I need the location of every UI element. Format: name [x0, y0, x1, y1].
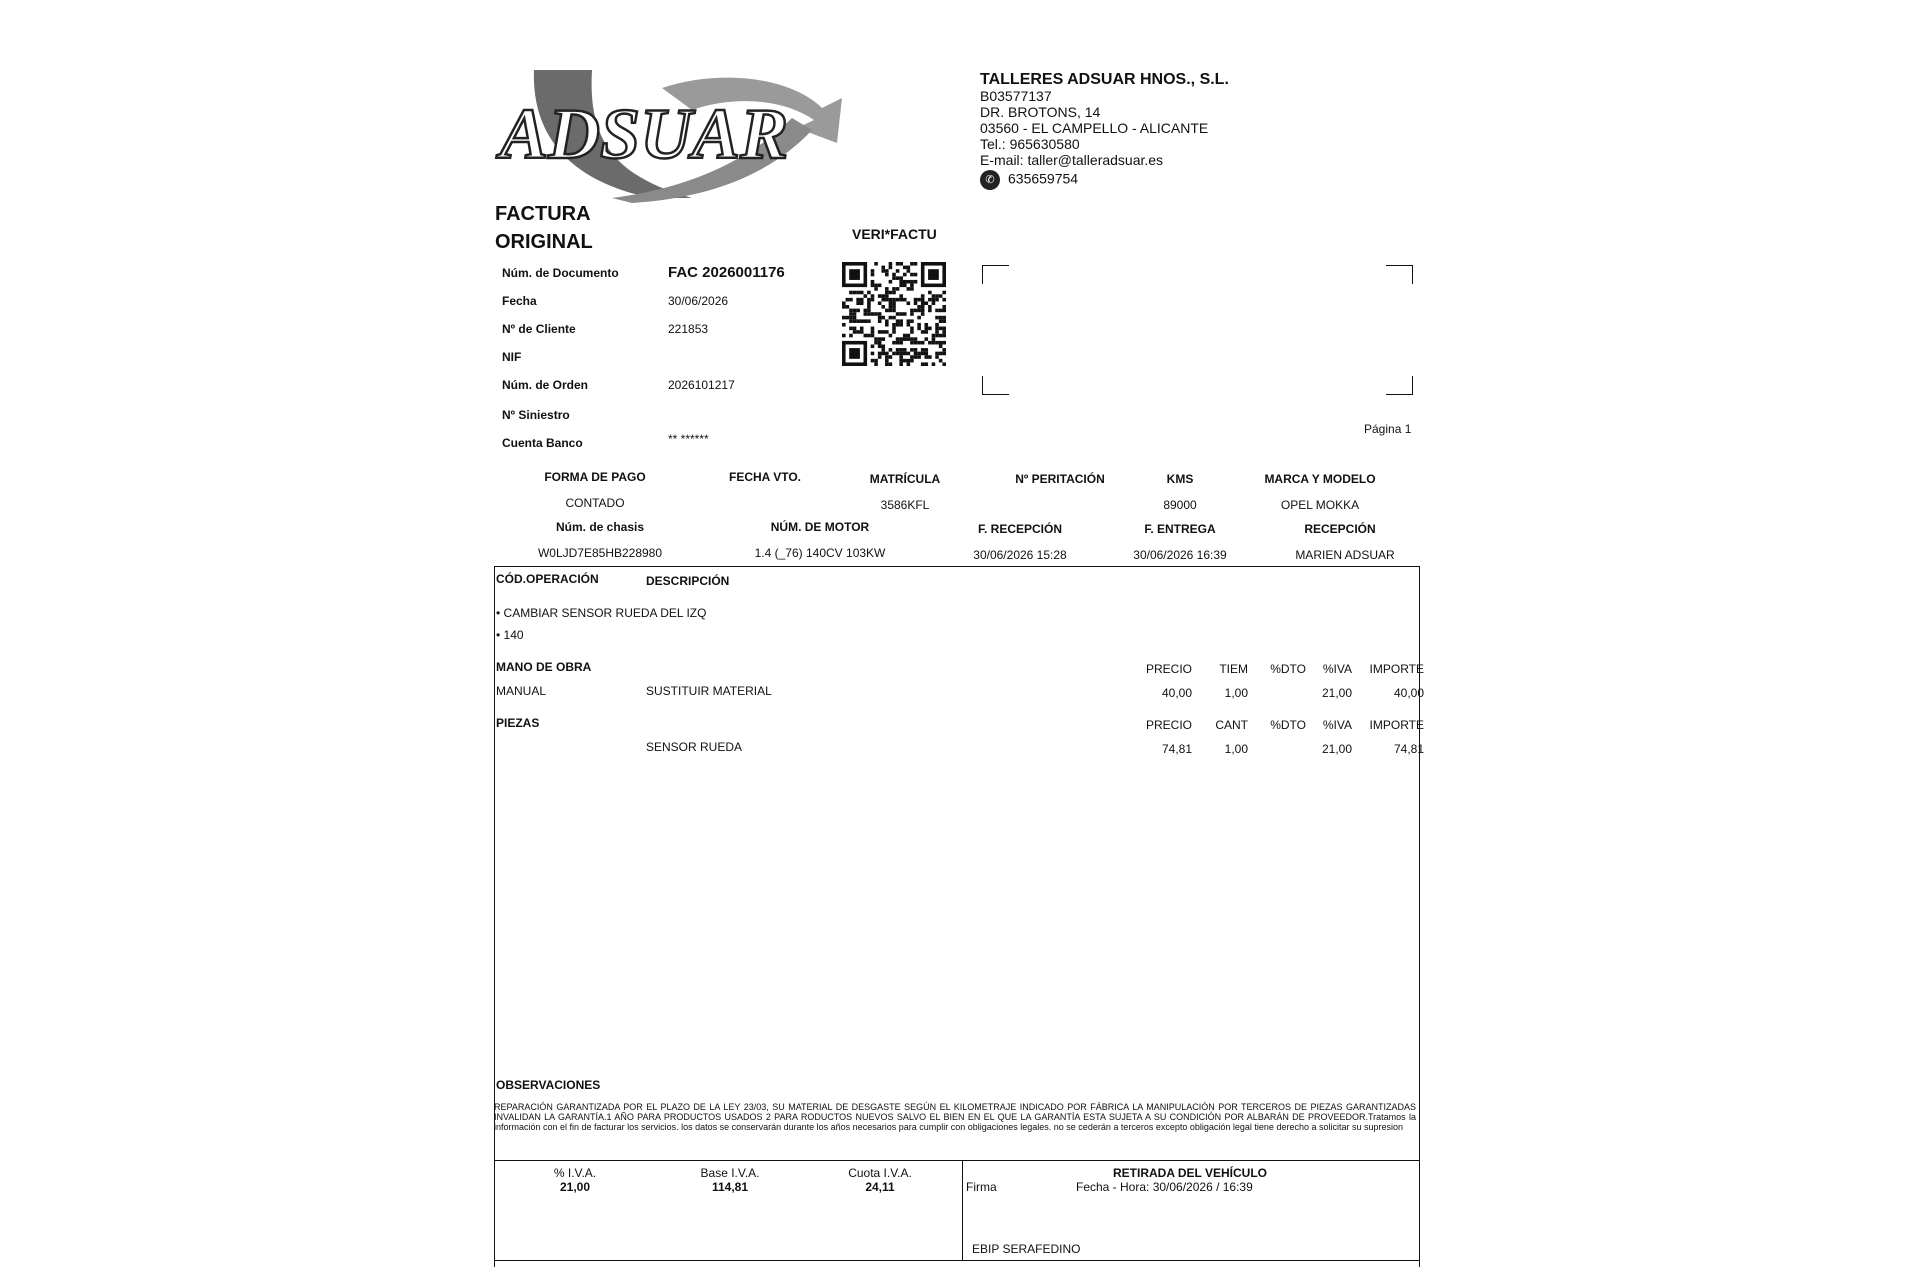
- bullet-item: • CAMBIAR SENSOR RUEDA DEL IZQ: [496, 606, 707, 620]
- parts-row-desc: SENSOR RUEDA: [646, 740, 743, 754]
- info-label-nif: NIF: [502, 350, 522, 364]
- company-info: [980, 72, 1229, 190]
- parts-hdr-cant: CANT: [1215, 718, 1248, 732]
- hdr-fecha-vto: FECHA VTO.: [728, 470, 801, 484]
- info-label-orden: Núm. de Orden: [502, 378, 589, 392]
- hdr-kms: KMS: [1166, 472, 1194, 486]
- parts-hdr-precio: PRECIO: [1145, 718, 1192, 732]
- labor-row-tiem: 1,00: [1224, 686, 1248, 700]
- whatsapp-icon: ✆: [980, 170, 1000, 190]
- company-name: TALLERES ADSUAR HNOS., S.L.: [980, 71, 1229, 88]
- labor-row-desc: SUSTITUIR MATERIAL: [646, 684, 772, 698]
- val-matricula: 3586KFL: [880, 498, 930, 512]
- info-value-cuenta: ** ******: [668, 432, 709, 446]
- info-value-cliente: 221853: [668, 322, 709, 336]
- tax-label-base: Base I.V.A.: [700, 1166, 760, 1180]
- hdr-matricula: MATRÍCULA: [869, 472, 941, 486]
- hdr-chasis: Núm. de chasis: [555, 520, 645, 534]
- divider: [962, 1160, 963, 1260]
- divider: [494, 1260, 1419, 1261]
- parts-hdr-dto: %DTO: [1270, 718, 1306, 732]
- verifactu-label: VERI*FACTU: [852, 226, 937, 242]
- labor-hdr-precio: PRECIO: [1145, 662, 1192, 676]
- hdr-f-entrega: F. ENTREGA: [1144, 522, 1216, 536]
- document-title: [495, 200, 593, 256]
- section-piezas: PIEZAS: [496, 716, 540, 730]
- labor-row-precio: 40,00: [1161, 686, 1192, 700]
- hdr-f-recepcion: F. RECEPCIÓN: [977, 522, 1062, 536]
- labor-row-code: MANUAL: [496, 684, 547, 698]
- company-cif: B03577137: [980, 88, 1052, 104]
- labor-row-iva: 21,00: [1321, 686, 1352, 700]
- info-value-orden: 2026101217: [668, 378, 735, 392]
- labor-hdr-dto: %DTO: [1270, 662, 1306, 676]
- pickup-firma: Firma: [966, 1180, 997, 1194]
- address-corner-bl: [982, 376, 1009, 395]
- observaciones-title: OBSERVACIONES: [496, 1078, 601, 1092]
- observaciones-text: REPARACIÓN GARANTIZADA POR EL PLAZO DE LA LEY 23/03, SU MATERIAL DE DESGASTE SEGÚN EL KILOMETRAJE INDICADO POR FÁBRICA LA MANIPULACIÓN POR TERCEROS DE PIEZAS GARANTIZADAS INVALIDAN LA GARANTÍA.1 AÑO PARA PRODUCTOS USADOS 2 PARA RODUCTOS NUEVOS SALVO EL BIEN EN EL QUE LA GARANTÍA ESTA SUJETA A SU CONDICIÓN POR ALBARÁN DE PROVEEDOR.Tratamos la información con el fin de facturar los servicios. los datos se conservarán durante los años necesarios para cumplir con obligaciones legales. no se cederán a terceros excepto obligación legal tiene derecho a solicitar su supresion: [494, 1102, 1416, 1132]
- page-number: Página 1: [1364, 422, 1412, 436]
- hdr-motor: NÚM. DE MOTOR: [770, 520, 870, 534]
- val-kms: 89000: [1163, 498, 1197, 512]
- parts-row-precio: 74,81: [1161, 742, 1192, 756]
- val-forma-pago: CONTADO: [565, 496, 625, 510]
- whatsapp-number: 635659754: [1008, 170, 1079, 187]
- tax-value-iva: 21,00: [559, 1180, 591, 1194]
- labor-hdr-iva: %IVA: [1322, 662, 1352, 676]
- info-label-siniestro: Nº Siniestro: [502, 408, 570, 422]
- address-corner-tl: [982, 265, 1009, 284]
- parts-row-importe: 74,81: [1393, 742, 1424, 756]
- info-label-cuenta: Cuenta Banco: [502, 436, 583, 450]
- labor-row-importe: 40,00: [1393, 686, 1424, 700]
- company-city: 03560 - EL CAMPELLO - ALICANTE: [980, 120, 1209, 136]
- val-f-recepcion: 30/06/2026 15:28: [973, 548, 1067, 562]
- logo-text: ADSUAR: [500, 94, 789, 174]
- parts-hdr-iva: %IVA: [1322, 718, 1352, 732]
- info-value-documento: FAC 2026001176: [668, 264, 785, 281]
- company-whatsapp: [980, 170, 1229, 190]
- tax-value-base: 114,81: [711, 1180, 749, 1194]
- col-cod-operacion: CÓD.OPERACIÓN: [496, 572, 599, 586]
- labor-hdr-importe: IMPORTE: [1369, 662, 1424, 676]
- section-mano-obra: MANO DE OBRA: [496, 660, 592, 674]
- val-motor: 1.4 (_76) 140CV 103KW: [754, 546, 886, 560]
- tax-value-cuota: 24,11: [865, 1180, 895, 1194]
- parts-row-iva: 21,00: [1321, 742, 1352, 756]
- parts-row-cant: 1,00: [1224, 742, 1248, 756]
- val-chasis: W0LJD7E85HB228980: [537, 546, 663, 560]
- company-tel: Tel.: 965630580: [980, 136, 1080, 152]
- tax-label-cuota: Cuota I.V.A.: [848, 1166, 912, 1180]
- title-original: ORIGINAL: [495, 231, 593, 253]
- company-email: E-mail: taller@talleradsuar.es: [980, 152, 1164, 168]
- bullet-item: • 140: [496, 628, 524, 642]
- hdr-forma-pago: FORMA DE PAGO: [544, 470, 646, 484]
- info-label-cliente: Nº de Cliente: [502, 322, 576, 336]
- hdr-peritacion: Nº PERITACIÓN: [1015, 472, 1105, 486]
- title-factura: FACTURA: [495, 203, 591, 225]
- col-descripcion: DESCRIPCIÓN: [646, 574, 730, 588]
- address-corner-tr: [1386, 265, 1413, 284]
- hdr-marca-modelo: MARCA Y MODELO: [1264, 472, 1376, 486]
- company-logo: [492, 58, 862, 203]
- company-address: DR. BROTONS, 14: [980, 104, 1101, 120]
- parts-hdr-importe: IMPORTE: [1369, 718, 1424, 732]
- tax-label-iva: % I.V.A.: [553, 1166, 597, 1180]
- val-recepcion: MARIEN ADSUAR: [1295, 548, 1395, 562]
- pickup-title: RETIRADA DEL VEHÍCULO: [1112, 1166, 1267, 1180]
- val-f-entrega: 30/06/2026 16:39: [1133, 548, 1227, 562]
- address-corner-br: [1386, 376, 1413, 395]
- pickup-fecha-hora: Fecha - Hora: 30/06/2026 / 16:39: [1076, 1180, 1253, 1194]
- pickup-person: EBIP SERAFEDINO: [972, 1242, 1081, 1256]
- hdr-recepcion: RECEPCIÓN: [1304, 522, 1376, 536]
- qr-code: [842, 262, 946, 366]
- info-label-fecha: Fecha: [502, 294, 537, 308]
- labor-hdr-tiem: TIEM: [1219, 662, 1248, 676]
- info-value-fecha: 30/06/2026: [668, 294, 729, 308]
- divider: [494, 1160, 1419, 1161]
- val-marca-modelo: OPEL MOKKA: [1280, 498, 1360, 512]
- info-label-documento: Núm. de Documento: [502, 266, 619, 280]
